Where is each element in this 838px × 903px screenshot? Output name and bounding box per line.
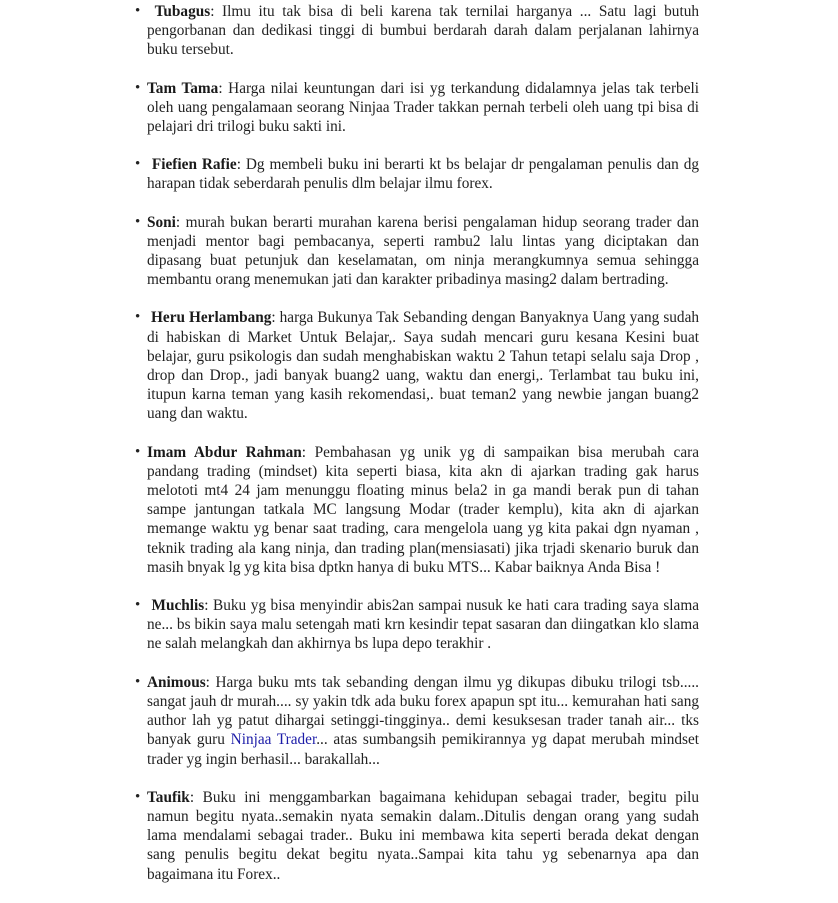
testimonial-item <box>135 788 699 884</box>
reviewer-name: Tam Tama <box>147 79 219 97</box>
bullet-icon: • <box>135 597 141 614</box>
testimonial-item <box>135 673 700 769</box>
testimonial-item <box>135 596 700 654</box>
reviewer-name: Soni <box>147 213 176 231</box>
bullet-icon: • <box>135 79 141 96</box>
reviewer-name: Imam Abdur Rahman <box>147 443 302 461</box>
testimonial-text: : murah bukan berarti murahan karena berisi pengalaman hidup seorang trader dan menjadi mentor bagi pembacanya, seperti rambu2 lalu lintas yang diciptakan dan dipasang buat petunjuk dan keselamatan, om ninja merangkumnya semua sehingga membantu orang menemukan jati dan karakter pribadinya masing2 dalam bertrading. <box>147 213 699 289</box>
bullet-icon: • <box>135 309 141 326</box>
testimonial-text: : harga Bukunya Tak Sebanding dengan Banyaknya Uang yang sudah di habiskan di Market Untuk Belajar,. Saya sudah mencari guru kesana Kesini buat belajar, guru psikologis dan sudah menghabiskan waktu 2 Tahun tetapi selalu saja Drop , drop dan Drop., jadi banyak buang2 uang, waktu dan energi,. Terlambat tau buku ini, itupun karna teman yang kasih rekomendasi,. buat teman2 yang newbie jangan buang2 uang dan waktu. <box>147 309 700 423</box>
reviewer-name: Heru Herlambang <box>151 309 272 327</box>
testimonial-item <box>135 155 699 193</box>
testimonial-item <box>135 213 699 290</box>
reviewer-name: Taufik <box>147 788 190 806</box>
bullet-icon: • <box>135 443 141 460</box>
testimonial-item <box>135 308 700 423</box>
testimonial-item <box>135 443 700 577</box>
testimonial-text-before-link: : Harga buku mts tak sebanding dengan ilmu yg dikupas dibuku trilogi tsb..... sangat jauh dr murah.... sy yakin tdk ada buku forex apapun spt itu... kemurahan hati sang author lah yg patut dihargai setinggi-tingginya.. demi kesuksesan trader tanah air... tks banyak guru <box>147 673 699 749</box>
testimonial-text: : Harga nilai keuntungan dari isi yg terkandung didalamnya jelas tak terbeli oleh uang pengalamaan seorang Ninjaa Trader takkan pernah terbeli oleh uang tpi bisa di pelajari dri trilogi buku sakti ini. <box>147 79 699 136</box>
bullet-icon: • <box>135 213 141 230</box>
testimonial-item <box>135 2 699 60</box>
reviewer-name: Muchlis <box>151 597 205 615</box>
reviewer-name: Animous <box>147 673 206 691</box>
testimonial-item <box>135 79 699 137</box>
bullet-icon: • <box>135 788 141 805</box>
reviewer-name: Fiefien Rafie <box>151 156 237 174</box>
testimonial-text-after-link: ... atas sumbangsih pemikirannya yg dapat merubah mindset trader yg ingin berhasil... barakallah... <box>147 731 700 768</box>
bullet-icon: • <box>135 3 141 19</box>
bullet-icon: • <box>135 156 141 173</box>
testimonial-list <box>135 2 700 903</box>
ninjaa-trader-link[interactable]: Ninjaa Trader <box>230 731 317 749</box>
testimonial-text: : Ilmu itu tak bisa di beli karena tak ternilai harganya ... Satu lagi butuh pengorbanan dan dedikasi tinggi di bumbui berdarah darah dalam perjalanan lahirnya buku tersebut. <box>147 3 699 59</box>
testimonial-text: : Dg membeli buku ini berarti kt bs belajar dr pengalaman penulis dan dg harapan tidak seberdarah penulis dlm belajar ilmu forex. <box>147 156 699 193</box>
testimonial-text: : Buku ini menggambarkan bagaimana kehidupan sebagai trader, begitu pilu namun begitu nyata..semakin nyata semakin dalam..Ditulis dengan orang yang sudah lama mendalami sebagai trader.. Buku ini membawa kita seperti berada dekat dengan sang penulis begitu dekat begitu nyata..Sampai kita tahu yg sebenarnya apa dan bagaimana itu Forex.. <box>147 788 699 883</box>
testimonial-text: : Buku yg bisa menyindir abis2an sampai nusuk ke hati cara trading saya slama ne... bs bikin saya malu setengah mati krn kesindir tepat sasaran dan diingatkan klo slama ne salah melangkah dan akhirnya bs lupa depo terakhir . <box>147 597 700 653</box>
bullet-icon: • <box>135 673 141 690</box>
testimonial-text: : Pembahasan yg unik yg di sampaikan bisa merubah cara pandang trading (mindset) kita seperti biasa, kita akn di ajarkan trading gak harus melototi mt4 24 jam menunggu floating minus bela2 in ga mandi berak pun di tahan sampe jantungan tatkala MC langsung Modar (trader kemplu), kita akn di ajarkan memange waktu yg benar saat trading, cara mengelola uang yg kita pakai dgn nyaman , teknik trading ala kang ninja, dan trading plan(mensiasati) jika trjadi skenario buruk dan masih bnyak lg yg kita bisa dptkn hanya di buku MTS... Kabar baiknya Anda Bisa ! <box>147 443 700 576</box>
reviewer-name: Tubagus <box>154 3 211 20</box>
